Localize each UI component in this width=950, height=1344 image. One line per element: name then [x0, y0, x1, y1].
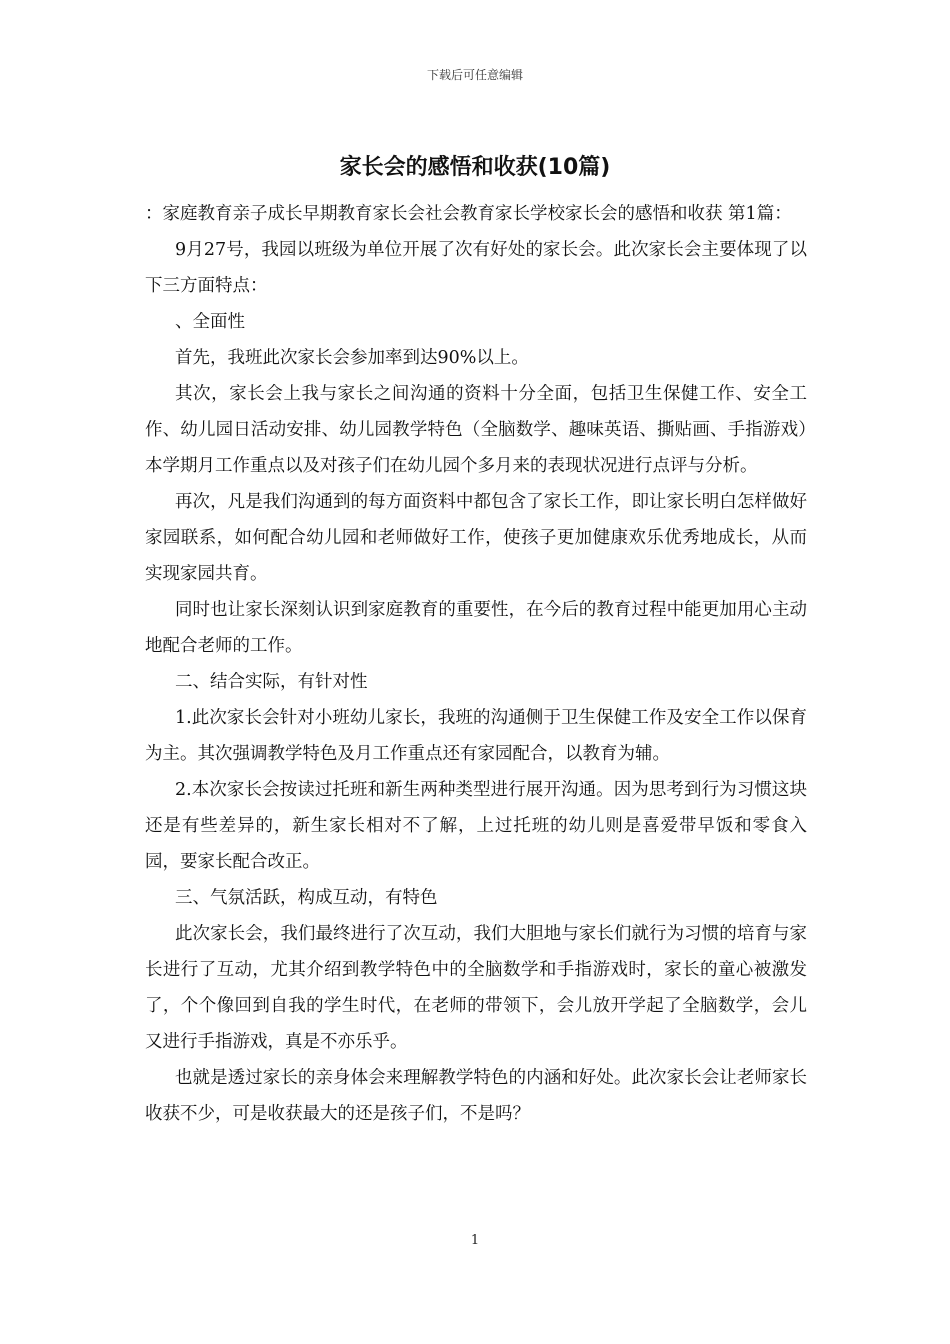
paragraph: 再次，凡是我们沟通到的每方面资料中都包含了家长工作，即让家长明白怎样做好家园联系，如何配合幼儿园和老师做好工作，使孩子更加健康欢乐优秀地成长，从而实现家园共育。 — [145, 492, 807, 584]
paragraph: 2.本次家长会按读过托班和新生两种类型进行展开沟通。因为思考到行为习惯这块还是有些差异的，新生家长相对不了解，上过托班的幼儿则是喜爱带早饭和零食入园，要家长配合改正。 — [145, 780, 807, 872]
page-number: 1 — [470, 1233, 480, 1248]
paragraph: 其次，家长会上我与家长之间沟通的资料十分全面，包括卫生保健工作、安全工作、幼儿园日活动安排、幼儿园教学特色（全脑数学、趣味英语、撕贴画、手指游戏）本学期月工作重点以及对孩子们在幼儿园个多月来的表现状况进行点评与分析。 — [145, 384, 807, 476]
document-body — [145, 196, 807, 1132]
paragraph: 1.此次家长会针对小班幼儿家长，我班的沟通侧于卫生保健工作及安全工作以保育为主。其次强调教学特色及月工作重点还有家园配合，以教育为辅。 — [145, 708, 807, 764]
paragraph: 二、结合实际，有针对性 — [175, 672, 368, 692]
paragraph: 9月27号，我园以班级为单位开展了次有好处的家长会。此次家长会主要体现了以下三方面特点： — [145, 240, 807, 296]
page-header-note: 下载后可任意编辑 — [426, 68, 523, 82]
document-title: 家长会的感悟和收获(10篇) — [339, 155, 611, 180]
paragraph: ：家庭教育亲子成长早期教育家长会社会教育家长学校家长会的感悟和收获 第1篇： — [145, 204, 792, 224]
paragraph: 也就是透过家长的亲身体会来理解教学特色的内涵和好处。此次家长会让老师家长收获不少，可是收获最大的还是孩子们，不是吗？ — [145, 1068, 807, 1124]
paragraph: 首先，我班此次家长会参加率到达90%以上。 — [175, 348, 529, 368]
paragraph: 此次家长会，我们最终进行了次互动，我们大胆地与家长们就行为习惯的培育与家长进行了互动，尤其介绍到教学特色中的全脑数学和手指游戏时，家长的童心被激发了，个个像回到自我的学生时代，在老师的带领下，会儿放开学起了全脑数学，会儿又进行手指游戏，真是不亦乐乎。 — [145, 924, 807, 1052]
paragraph: 同时也让家长深刻认识到家庭教育的重要性，在今后的教育过程中能更加用心主动地配合老师的工作。 — [145, 600, 807, 656]
paragraph: 三、气氛活跃，构成互动，有特色 — [175, 888, 438, 908]
paragraph: 、全面性 — [175, 312, 245, 332]
